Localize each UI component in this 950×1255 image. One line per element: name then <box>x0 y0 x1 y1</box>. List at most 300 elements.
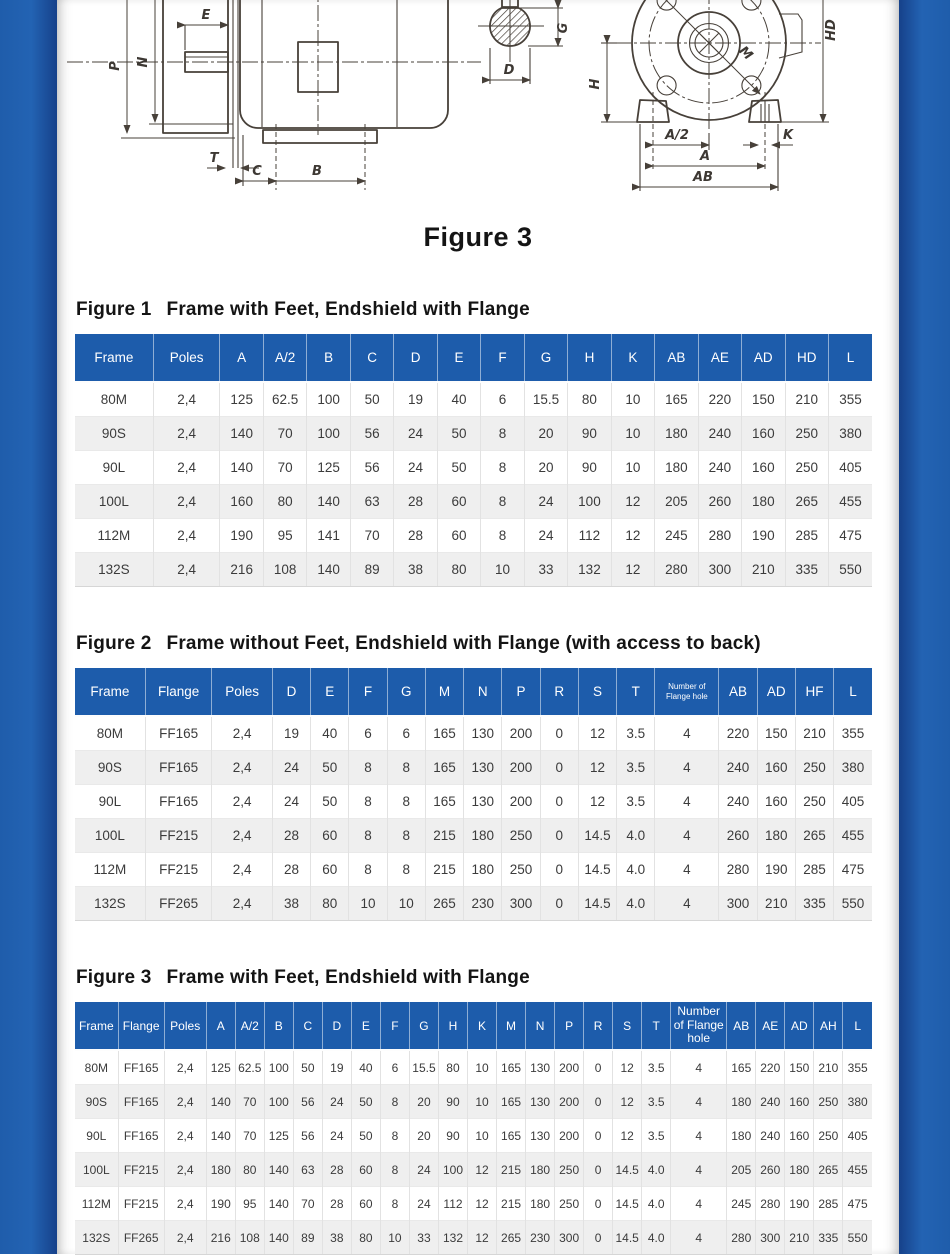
col-header-c: C <box>293 1002 322 1050</box>
value-cell: 108 <box>235 1221 264 1255</box>
value-cell: 265 <box>497 1221 526 1255</box>
value-cell: 8 <box>481 519 524 553</box>
value-cell: 285 <box>814 1187 843 1221</box>
figure3-label: Figure 3 <box>76 967 152 988</box>
dim-label-G: G <box>556 22 571 34</box>
value-cell: 165 <box>425 785 463 819</box>
value-cell: 62.5 <box>263 382 306 417</box>
page-border-left <box>0 0 57 1254</box>
value-cell: 240 <box>698 451 741 485</box>
value-cell: 8 <box>380 1085 409 1119</box>
value-cell: 19 <box>272 716 310 751</box>
value-cell: 12 <box>613 1119 642 1153</box>
value-cell: 355 <box>829 382 872 417</box>
value-cell: FF215 <box>118 1187 164 1221</box>
col-header-d: D <box>394 334 437 382</box>
header-row <box>75 1002 872 1050</box>
value-cell: 60 <box>351 1187 380 1221</box>
table-row <box>75 785 872 819</box>
section-title-figure3 <box>76 967 872 989</box>
value-cell: 455 <box>834 819 872 853</box>
value-cell: 100 <box>307 382 350 417</box>
dim-label-D: D <box>503 63 515 78</box>
value-cell: 60 <box>437 519 480 553</box>
table-row <box>75 485 872 519</box>
value-cell: 4 <box>671 1153 727 1187</box>
value-cell: 2,4 <box>164 1187 206 1221</box>
table-row <box>75 451 872 485</box>
frame-cell: 132S <box>75 887 145 921</box>
shaft-section-view <box>478 0 571 84</box>
figure2-label: Figure 2 <box>76 633 152 654</box>
value-cell: 100 <box>568 485 611 519</box>
col-header-t: T <box>642 1002 671 1050</box>
value-cell: 3.5 <box>617 716 655 751</box>
page-content <box>57 0 899 1254</box>
value-cell: 300 <box>756 1221 785 1255</box>
table-row <box>75 1085 872 1119</box>
value-cell: 10 <box>611 417 654 451</box>
value-cell: 250 <box>502 819 540 853</box>
value-cell: FF165 <box>145 785 212 819</box>
value-cell: 100 <box>264 1050 293 1085</box>
col-header-f: F <box>380 1002 409 1050</box>
value-cell: 14.5 <box>578 887 616 921</box>
frame-cell: 112M <box>75 519 153 553</box>
value-cell: 40 <box>351 1050 380 1085</box>
value-cell: 89 <box>350 553 393 587</box>
value-cell: 6 <box>349 716 387 751</box>
value-cell: 63 <box>293 1153 322 1187</box>
value-cell: 0 <box>584 1119 613 1153</box>
table-row <box>75 1119 872 1153</box>
value-cell: 300 <box>719 887 757 921</box>
value-cell: 8 <box>387 785 425 819</box>
value-cell: 0 <box>584 1187 613 1221</box>
dim-label-AB: AB <box>693 170 713 185</box>
value-cell: FF165 <box>118 1050 164 1085</box>
value-cell: 19 <box>394 382 437 417</box>
value-cell: 132 <box>438 1221 467 1255</box>
value-cell: 240 <box>719 785 757 819</box>
value-cell: 4.0 <box>617 819 655 853</box>
value-cell: 60 <box>311 819 349 853</box>
page-border-right <box>899 0 950 1254</box>
frame-cell: 132S <box>75 1221 118 1255</box>
value-cell: 70 <box>235 1119 264 1153</box>
figure1-table <box>75 334 872 587</box>
value-cell: 24 <box>322 1085 351 1119</box>
value-cell: 160 <box>785 1085 814 1119</box>
value-cell: 8 <box>349 751 387 785</box>
frame-cell: 90L <box>75 451 153 485</box>
table-row <box>75 1050 872 1085</box>
col-header-m: M <box>425 668 463 716</box>
value-cell: 2,4 <box>212 887 272 921</box>
value-cell: 20 <box>524 417 567 451</box>
value-cell: 56 <box>293 1119 322 1153</box>
value-cell: 10 <box>380 1221 409 1255</box>
value-cell: 355 <box>843 1050 872 1085</box>
value-cell: 165 <box>497 1119 526 1153</box>
value-cell: 250 <box>795 785 833 819</box>
value-cell: 4 <box>655 751 719 785</box>
dim-label-N: N <box>136 56 151 68</box>
value-cell: 28 <box>322 1187 351 1221</box>
value-cell: 0 <box>584 1050 613 1085</box>
value-cell: 210 <box>785 1221 814 1255</box>
value-cell: 260 <box>698 485 741 519</box>
value-cell: 380 <box>834 751 872 785</box>
value-cell: 12 <box>611 485 654 519</box>
value-cell: 24 <box>409 1153 438 1187</box>
col-header-b: B <box>307 334 350 382</box>
value-cell: 2,4 <box>212 751 272 785</box>
table-row <box>75 1221 872 1255</box>
frame-cell: 100L <box>75 819 145 853</box>
col-header-m: M <box>497 1002 526 1050</box>
value-cell: 6 <box>481 382 524 417</box>
value-cell: 8 <box>481 417 524 451</box>
frame-cell: 80M <box>75 1050 118 1085</box>
value-cell: 405 <box>829 451 872 485</box>
value-cell: 125 <box>206 1050 235 1085</box>
value-cell: 8 <box>387 819 425 853</box>
value-cell: 300 <box>502 887 540 921</box>
dim-label-T: T <box>209 151 219 166</box>
value-cell: 33 <box>409 1221 438 1255</box>
value-cell: 10 <box>349 887 387 921</box>
value-cell: 4 <box>671 1050 727 1085</box>
col-header-poles: Poles <box>153 334 220 382</box>
value-cell: 12 <box>611 553 654 587</box>
value-cell: 112 <box>438 1187 467 1221</box>
value-cell: 10 <box>387 887 425 921</box>
value-cell: 20 <box>409 1119 438 1153</box>
value-cell: 240 <box>756 1085 785 1119</box>
section-figure2 <box>57 633 899 921</box>
value-cell: 125 <box>264 1119 293 1153</box>
col-header-flange: Flange <box>118 1002 164 1050</box>
value-cell: 50 <box>311 751 349 785</box>
value-cell: 455 <box>843 1153 872 1187</box>
col-header-k: K <box>611 334 654 382</box>
value-cell: 4 <box>655 887 719 921</box>
col-header-h: H <box>568 334 611 382</box>
value-cell: 100 <box>438 1153 467 1187</box>
value-cell: 180 <box>464 853 502 887</box>
value-cell: 0 <box>584 1153 613 1187</box>
dim-label-M: M <box>735 43 756 64</box>
value-cell: 60 <box>351 1153 380 1187</box>
value-cell: 24 <box>394 451 437 485</box>
value-cell: 220 <box>756 1050 785 1085</box>
col-header-flange: Flange <box>145 668 212 716</box>
value-cell: 405 <box>834 785 872 819</box>
figure1-title-text: Frame with Feet, Endshield with Flange <box>166 299 530 320</box>
value-cell: 95 <box>235 1187 264 1221</box>
value-cell: 8 <box>349 853 387 887</box>
dim-label-C: C <box>252 164 262 179</box>
value-cell: 140 <box>264 1187 293 1221</box>
value-cell: 12 <box>578 716 616 751</box>
value-cell: 24 <box>524 485 567 519</box>
value-cell: 280 <box>727 1221 756 1255</box>
col-header-s: S <box>613 1002 642 1050</box>
dim-label-H: H <box>588 78 603 90</box>
value-cell: 200 <box>502 785 540 819</box>
frame-cell: 132S <box>75 553 153 587</box>
value-cell: 165 <box>497 1085 526 1119</box>
value-cell: 130 <box>464 716 502 751</box>
value-cell: FF165 <box>145 751 212 785</box>
value-cell: 4 <box>655 716 719 751</box>
col-header-hd: HD <box>785 334 828 382</box>
value-cell: 160 <box>757 785 795 819</box>
figure2-title-text: Frame without Feet, Endshield with Flange (with access to back) <box>166 633 761 654</box>
frame-cell: 90L <box>75 785 145 819</box>
value-cell: 60 <box>311 853 349 887</box>
value-cell: 160 <box>785 1119 814 1153</box>
value-cell: 0 <box>584 1221 613 1255</box>
frame-cell: 100L <box>75 485 153 519</box>
col-header-ah: AH <box>814 1002 843 1050</box>
value-cell: 180 <box>464 819 502 853</box>
value-cell: 160 <box>742 451 785 485</box>
col-header-t: T <box>617 668 655 716</box>
value-cell: 285 <box>785 519 828 553</box>
table-row <box>75 716 872 751</box>
value-cell: 210 <box>757 887 795 921</box>
col-header-ab: AB <box>727 1002 756 1050</box>
value-cell: 8 <box>380 1153 409 1187</box>
col-header-l: L <box>829 334 872 382</box>
value-cell: 260 <box>719 819 757 853</box>
value-cell: 108 <box>263 553 306 587</box>
value-cell: 56 <box>350 417 393 451</box>
value-cell: 265 <box>795 819 833 853</box>
value-cell: 475 <box>843 1187 872 1221</box>
table-row <box>75 519 872 553</box>
col-header-frame: Frame <box>75 334 153 382</box>
col-header-ad: AD <box>757 668 795 716</box>
frame-cell: 90S <box>75 1085 118 1119</box>
col-header-e: E <box>437 334 480 382</box>
value-cell: 0 <box>540 785 578 819</box>
value-cell: 190 <box>206 1187 235 1221</box>
value-cell: 190 <box>785 1187 814 1221</box>
value-cell: 380 <box>843 1085 872 1119</box>
value-cell: 455 <box>829 485 872 519</box>
value-cell: 250 <box>555 1187 584 1221</box>
dim-label-A: A <box>699 149 711 164</box>
value-cell: 215 <box>425 853 463 887</box>
value-cell: 3.5 <box>642 1119 671 1153</box>
value-cell: 200 <box>555 1050 584 1085</box>
value-cell: 140 <box>264 1221 293 1255</box>
value-cell: 265 <box>785 485 828 519</box>
value-cell: 190 <box>757 853 795 887</box>
section-figure3 <box>57 967 899 1255</box>
value-cell: 355 <box>834 716 872 751</box>
value-cell: 63 <box>350 485 393 519</box>
value-cell: 2,4 <box>164 1085 206 1119</box>
value-cell: 180 <box>727 1085 756 1119</box>
value-cell: 125 <box>220 382 263 417</box>
value-cell: 140 <box>220 451 263 485</box>
col-header-hf: HF <box>795 668 833 716</box>
value-cell: 380 <box>829 417 872 451</box>
value-cell: 24 <box>524 519 567 553</box>
value-cell: 335 <box>814 1221 843 1255</box>
value-cell: 180 <box>206 1153 235 1187</box>
col-header-a: A <box>206 1002 235 1050</box>
value-cell: 2,4 <box>212 785 272 819</box>
col-header-g: G <box>409 1002 438 1050</box>
value-cell: 180 <box>742 485 785 519</box>
frame-cell: 80M <box>75 382 153 417</box>
col-header-h: H <box>438 1002 467 1050</box>
value-cell: 50 <box>351 1119 380 1153</box>
value-cell: 38 <box>394 553 437 587</box>
value-cell: 165 <box>425 751 463 785</box>
value-cell: 28 <box>394 485 437 519</box>
table-row <box>75 887 872 921</box>
value-cell: 80 <box>438 1050 467 1085</box>
value-cell: 265 <box>814 1153 843 1187</box>
value-cell: 2,4 <box>153 382 220 417</box>
value-cell: 90 <box>438 1119 467 1153</box>
value-cell: 150 <box>757 716 795 751</box>
frame-cell: 80M <box>75 716 145 751</box>
value-cell: FF165 <box>145 716 212 751</box>
value-cell: 475 <box>829 519 872 553</box>
value-cell: 8 <box>349 785 387 819</box>
value-cell: 300 <box>555 1221 584 1255</box>
value-cell: 2,4 <box>153 451 220 485</box>
value-cell: 3.5 <box>617 785 655 819</box>
value-cell: 3.5 <box>642 1050 671 1085</box>
col-header-ad: AD <box>785 1002 814 1050</box>
value-cell: 140 <box>206 1119 235 1153</box>
value-cell: 60 <box>437 485 480 519</box>
value-cell: 130 <box>526 1085 555 1119</box>
value-cell: 240 <box>756 1119 785 1153</box>
value-cell: 0 <box>584 1085 613 1119</box>
value-cell: 3.5 <box>617 751 655 785</box>
value-cell: 8 <box>481 485 524 519</box>
value-cell: 216 <box>220 553 263 587</box>
value-cell: 165 <box>425 716 463 751</box>
value-cell: 10 <box>481 553 524 587</box>
value-cell: 200 <box>555 1119 584 1153</box>
col-header-f: F <box>349 668 387 716</box>
value-cell: 33 <box>524 553 567 587</box>
section-title-figure1 <box>76 299 872 321</box>
value-cell: 50 <box>437 451 480 485</box>
value-cell: 180 <box>526 1187 555 1221</box>
value-cell: 10 <box>611 451 654 485</box>
table-row <box>75 751 872 785</box>
value-cell: 8 <box>481 451 524 485</box>
value-cell: FF215 <box>118 1153 164 1187</box>
value-cell: 50 <box>311 785 349 819</box>
value-cell: 280 <box>756 1187 785 1221</box>
col-header-ad: AD <box>742 334 785 382</box>
value-cell: 280 <box>655 553 698 587</box>
value-cell: 335 <box>785 553 828 587</box>
value-cell: 4 <box>655 785 719 819</box>
col-header-ab: AB <box>655 334 698 382</box>
value-cell: 70 <box>263 417 306 451</box>
value-cell: 215 <box>497 1153 526 1187</box>
col-header-f: F <box>481 334 524 382</box>
value-cell: 10 <box>468 1119 497 1153</box>
col-header-poles: Poles <box>212 668 272 716</box>
value-cell: 50 <box>351 1085 380 1119</box>
value-cell: 62.5 <box>235 1050 264 1085</box>
value-cell: 130 <box>526 1119 555 1153</box>
value-cell: 14.5 <box>613 1221 642 1255</box>
header-row <box>75 668 872 716</box>
dim-label-K: K <box>782 128 794 143</box>
value-cell: 24 <box>322 1119 351 1153</box>
value-cell: 12 <box>468 1153 497 1187</box>
value-cell: 12 <box>468 1187 497 1221</box>
value-cell: 38 <box>322 1221 351 1255</box>
dim-label-B: B <box>312 164 322 179</box>
value-cell: 190 <box>742 519 785 553</box>
dim-label-A-half: A/2 <box>665 128 689 143</box>
col-header-ae: AE <box>756 1002 785 1050</box>
value-cell: 50 <box>437 417 480 451</box>
value-cell: 40 <box>311 716 349 751</box>
value-cell: 12 <box>613 1085 642 1119</box>
value-cell: 165 <box>655 382 698 417</box>
value-cell: 245 <box>655 519 698 553</box>
col-header-s: S <box>578 668 616 716</box>
value-cell: 200 <box>502 751 540 785</box>
value-cell: 4 <box>671 1221 727 1255</box>
value-cell: FF265 <box>118 1221 164 1255</box>
value-cell: 70 <box>293 1187 322 1221</box>
value-cell: 2,4 <box>153 553 220 587</box>
table-row <box>75 417 872 451</box>
value-cell: 50 <box>350 382 393 417</box>
value-cell: 140 <box>307 485 350 519</box>
figure2-table <box>75 668 872 921</box>
value-cell: 12 <box>613 1050 642 1085</box>
value-cell: 80 <box>568 382 611 417</box>
figure3-title-text: Frame with Feet, Endshield with Flange <box>166 967 530 988</box>
col-header-a-2: A/2 <box>263 334 306 382</box>
header-row <box>75 334 872 382</box>
value-cell: 24 <box>272 751 310 785</box>
value-cell: 2,4 <box>212 853 272 887</box>
table-row <box>75 1187 872 1221</box>
value-cell: 0 <box>540 887 578 921</box>
col-header-frame: Frame <box>75 1002 118 1050</box>
value-cell: 14.5 <box>578 853 616 887</box>
value-cell: 4 <box>655 819 719 853</box>
value-cell: 250 <box>555 1153 584 1187</box>
col-header-a-2: A/2 <box>235 1002 264 1050</box>
value-cell: 165 <box>497 1050 526 1085</box>
value-cell: 160 <box>757 751 795 785</box>
dim-label-HD: HD <box>824 19 839 41</box>
frame-cell: 90S <box>75 751 145 785</box>
value-cell: 150 <box>742 382 785 417</box>
